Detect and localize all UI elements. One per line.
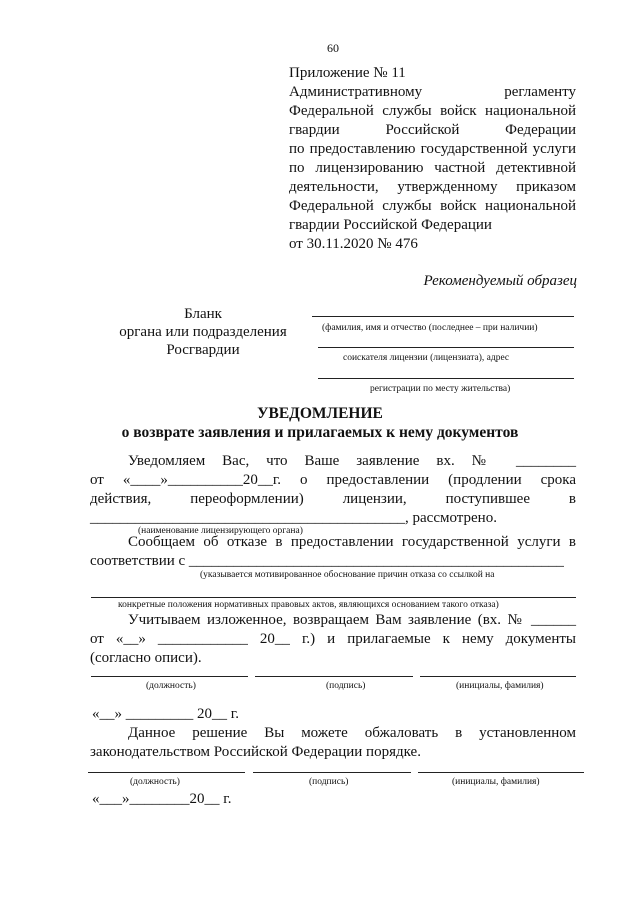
paragraph-2 xyxy=(90,533,576,571)
caption-applicant: соискателя лицензии (лицензиата), адрес xyxy=(343,353,510,363)
appendix-line: Федеральной службы войск национальной xyxy=(289,198,576,214)
reason-line xyxy=(91,597,576,598)
caption-fio: (фамилия, имя и отчество (последнее – при наличии) xyxy=(322,323,538,333)
paragraph-1 xyxy=(90,452,576,528)
caption-reason-2: конкретные положения нормативных правовых актов, являющихся основанием такого отказа) xyxy=(118,600,499,610)
caption-signature: (подпись) xyxy=(309,777,349,787)
caption-licensing-org: (наименование лицензирующего органа) xyxy=(138,526,303,536)
text-line: законодательством Российской Федерации порядке. xyxy=(90,744,421,760)
text-line: от «____»__________20__г. о предоставлении (продлении срока xyxy=(90,472,576,488)
recipient-line xyxy=(318,347,574,348)
text-line: (согласно описи). xyxy=(90,650,202,666)
blank-line: Бланк xyxy=(184,306,222,322)
paragraph-3 xyxy=(90,611,576,668)
caption-signature: (подпись) xyxy=(326,681,366,691)
date-line-2: «___»________20__ г. xyxy=(92,791,232,807)
caption-position: (должность) xyxy=(146,681,196,691)
recipient-line xyxy=(312,316,574,317)
signature-line xyxy=(255,676,413,677)
signature-line xyxy=(418,772,584,773)
text-line: Уведомляем Вас, что Ваше заявление вх. № ________ xyxy=(128,453,576,469)
text-line: Сообщаем об отказе в предоставлении государственной услуги в xyxy=(128,534,576,550)
text-line: от «__» ____________ 20__ г.) и прилагаемые к нему документы xyxy=(90,631,576,647)
text-line: действия, переоформлении) лицензии, поступившее в xyxy=(90,491,576,507)
caption-initials: (инициалы, фамилия) xyxy=(452,777,540,787)
signature-line xyxy=(91,676,248,677)
blank-label xyxy=(98,305,308,359)
appendix-block xyxy=(289,64,576,254)
appendix-title: Приложение № 11 xyxy=(289,65,406,81)
signature-line xyxy=(420,676,576,677)
appendix-line: по лицензированию частной детективной xyxy=(289,160,576,176)
appendix-line: Федеральной службы войск национальной xyxy=(289,103,576,119)
text-line: Данное решение Вы можете обжаловать в установленном xyxy=(128,725,576,741)
caption-position: (должность) xyxy=(130,777,180,787)
text-line: __________________________________________, рассмотрено. xyxy=(90,510,497,526)
caption-registration: регистрации по месту жительства) xyxy=(370,384,511,394)
recommended-sample: Рекомендуемый образец xyxy=(423,273,577,289)
text-line: Учитываем изложенное, возвращаем Вам заявление (вх. № ______ xyxy=(128,612,576,628)
appendix-line: гвардии Российской Федерации xyxy=(289,217,492,233)
signature-line xyxy=(253,772,411,773)
text-line: соответствии с __________________________________________________ xyxy=(90,553,564,569)
caption-initials: (инициалы, фамилия) xyxy=(456,681,544,691)
notice-subtitle: о возврате заявления и прилагаемых к нему документов xyxy=(121,424,519,441)
blank-line: органа или подразделения xyxy=(119,324,287,340)
date-line-1: «__» _________ 20__ г. xyxy=(92,706,239,722)
appendix-line: по предоставлению государственной услуги xyxy=(289,141,576,157)
appendix-line: деятельности, утвержденному приказом xyxy=(289,179,576,195)
paragraph-4 xyxy=(90,724,576,762)
caption-reason-1: (указывается мотивированное обоснование причин отказа со ссылкой на xyxy=(200,570,495,580)
appendix-line: от 30.11.2020 № 476 xyxy=(289,236,418,252)
recipient-line xyxy=(318,378,574,379)
page-number: 60 xyxy=(327,41,339,55)
notice-title: УВЕДОМЛЕНИЕ xyxy=(257,405,383,422)
appendix-line: гвардии Российской Федерации xyxy=(289,122,576,138)
signature-line xyxy=(88,772,245,773)
appendix-line: Административному регламенту xyxy=(289,84,576,100)
blank-line: Росгвардии xyxy=(166,342,240,358)
